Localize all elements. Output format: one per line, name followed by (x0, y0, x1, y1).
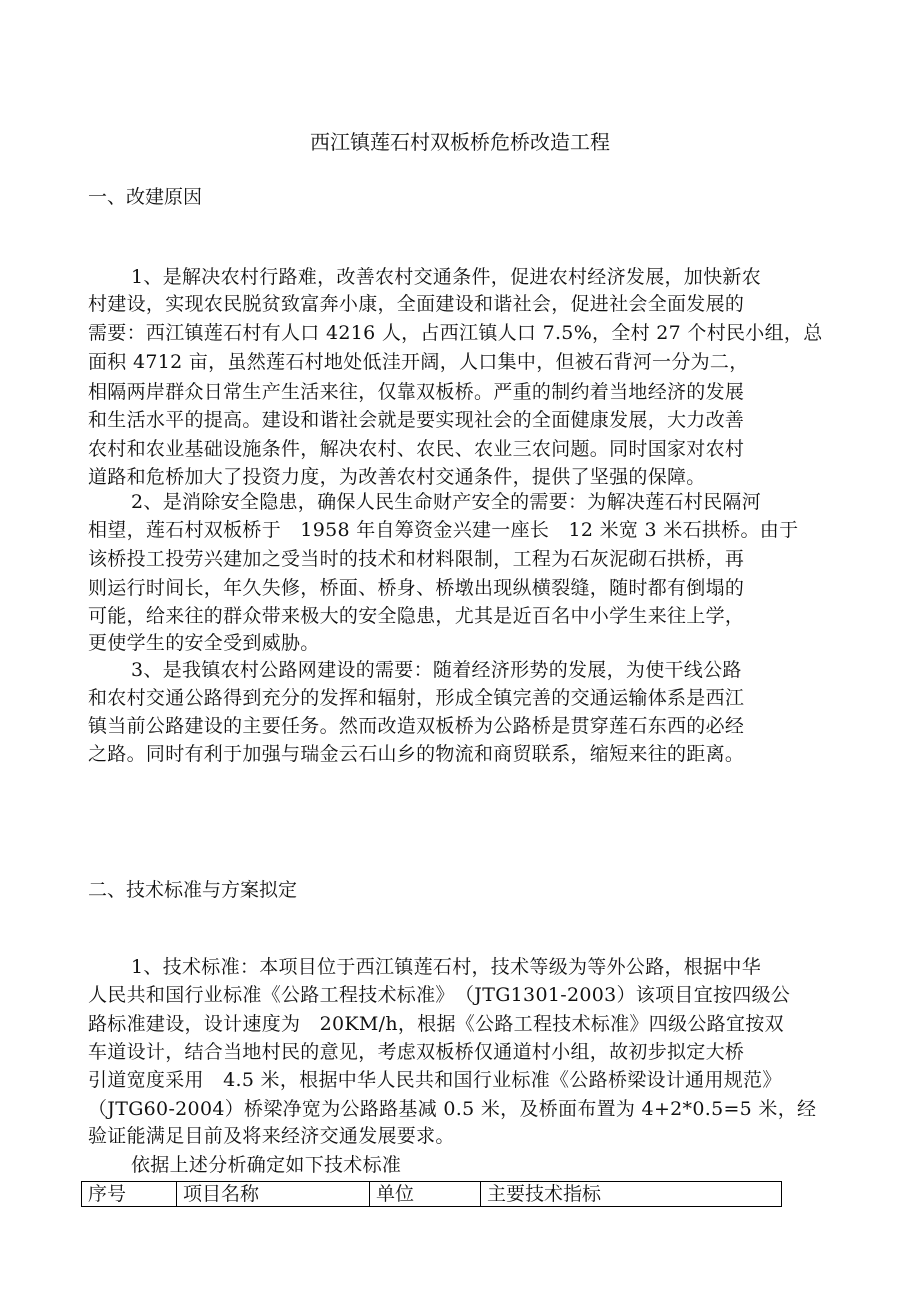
paragraph-line: 面积 4712 亩，虽然莲石村地处低洼开阔，人口集中，但被石背河一分为二， (88, 351, 749, 373)
paragraph-line: 和生活水平的提高。建设和谐社会就是要实现社会的全面健康发展，大力改善 (88, 409, 745, 431)
table-header-cell: 项目名称 (177, 1182, 370, 1207)
paragraph-line: 1、技术标准：本项目位于西江镇莲石村，技术等级为等外公路，根据中华 (131, 956, 761, 978)
paragraph-line: 人民共和国行业标准《公路工程技术标准》 （JTG1301-2003）该项目宜按四级公 (88, 984, 791, 1006)
paragraph-line: 则运行时间长，年久失修，桥面、桥身、桥墩出现纵横裂缝，随时都有倒塌的 (88, 577, 745, 599)
paragraph-line: 3、是我镇农村公路网建设的需要：随着经济形势的发展，为使干线公路 (131, 659, 742, 681)
paragraph-line: 和农村交通公路得到充分的发挥和辐射，形成全镇完善的交通运输体系是西江 (88, 687, 745, 709)
paragraph-line: 路标准建设，设计速度为 20KM/h，根据《公路工程技术标准》四级公路宜按双 (88, 1013, 784, 1035)
paragraph-line: 镇当前公路建设的主要任务。然而改造双板桥为公路桥是贯穿莲石东西的必经 (88, 715, 745, 737)
paragraph-line: 可能，给来往的群众带来极大的安全隐患，尤其是近百名中小学生来往上学， (88, 605, 745, 627)
paragraph-line: 农村和农业基础设施条件，解决农村、农民、农业三农问题。同时国家对农村 (88, 438, 745, 460)
paragraph-line: 相望，莲石村双板桥于 1958 年自筹资金兴建一座长 12 米宽 3 米石拱桥。由于 (88, 519, 799, 541)
paragraph-line: 2、是消除安全隐患，确保人民生命财产安全的需要：为解决莲石村民隔河 (131, 491, 761, 513)
paragraph-line: 车道设计，结合当地村民的意见，考虑双板桥仅通道村小组，故初步拟定大桥 (88, 1041, 745, 1063)
paragraph-line: 之路。同时有利于加强与瑞金云石山乡的物流和商贸联系，缩短来往的距离。 (88, 743, 745, 765)
paragraph-line: 道路和危桥加大了投资力度，为改善农村交通条件，提供了坚强的保障。 (88, 466, 706, 488)
paragraph-line: 该桥投工投劳兴建加之受当时的技术和材料限制，工程为石灰泥砌石拱桥，再 (88, 548, 745, 570)
table-header-cell: 序号 (82, 1182, 177, 1207)
document-title: 西江镇莲石村双板桥危桥改造工程 (310, 130, 610, 154)
paragraph-line: 验证能满足目前及将来经济交通发展要求。 (88, 1125, 455, 1147)
paragraph-line: 更使学生的安全受到威胁。 (88, 632, 320, 654)
paragraph-line: 相隔两岸群众日常生产生活来往，仅靠双板桥。严重的制约着当地经济的发展 (88, 381, 745, 403)
table-header-cell: 单位 (370, 1182, 481, 1207)
section-heading-1: 一、改建原因 (88, 186, 203, 208)
tech-standard-table (81, 1181, 782, 1207)
section-heading-2: 二、技术标准与方案拟定 (88, 879, 298, 901)
table-header-row (82, 1182, 782, 1207)
paragraph-line: 引道宽度采用 4.5 米，根据中华人民共和国行业标准《公路桥梁设计通用规范》 (88, 1069, 782, 1091)
paragraph-line: 依据上述分析确定如下技术标准 (131, 1154, 402, 1176)
paragraph-line: （JTG60-2004）桥梁净宽为公路路基减 0.5 米，及桥面布置为 4+2*0.5=5 米，经 (88, 1098, 817, 1120)
table-header-cell: 主要技术指标 (481, 1182, 782, 1207)
paragraph-line: 村建设，实现农民脱贫致富奔小康，全面建设和谐社会，促进社会全面发展的 (88, 293, 745, 315)
paragraph-line: 1、是解决农村行路难，改善农村交通条件，促进农村经济发展，加快新农 (131, 266, 761, 288)
paragraph-line: 需要：西江镇莲石村有人口 4216 人，占西江镇人口 7.5%，全村 27 个村民小组，总 (88, 322, 823, 344)
